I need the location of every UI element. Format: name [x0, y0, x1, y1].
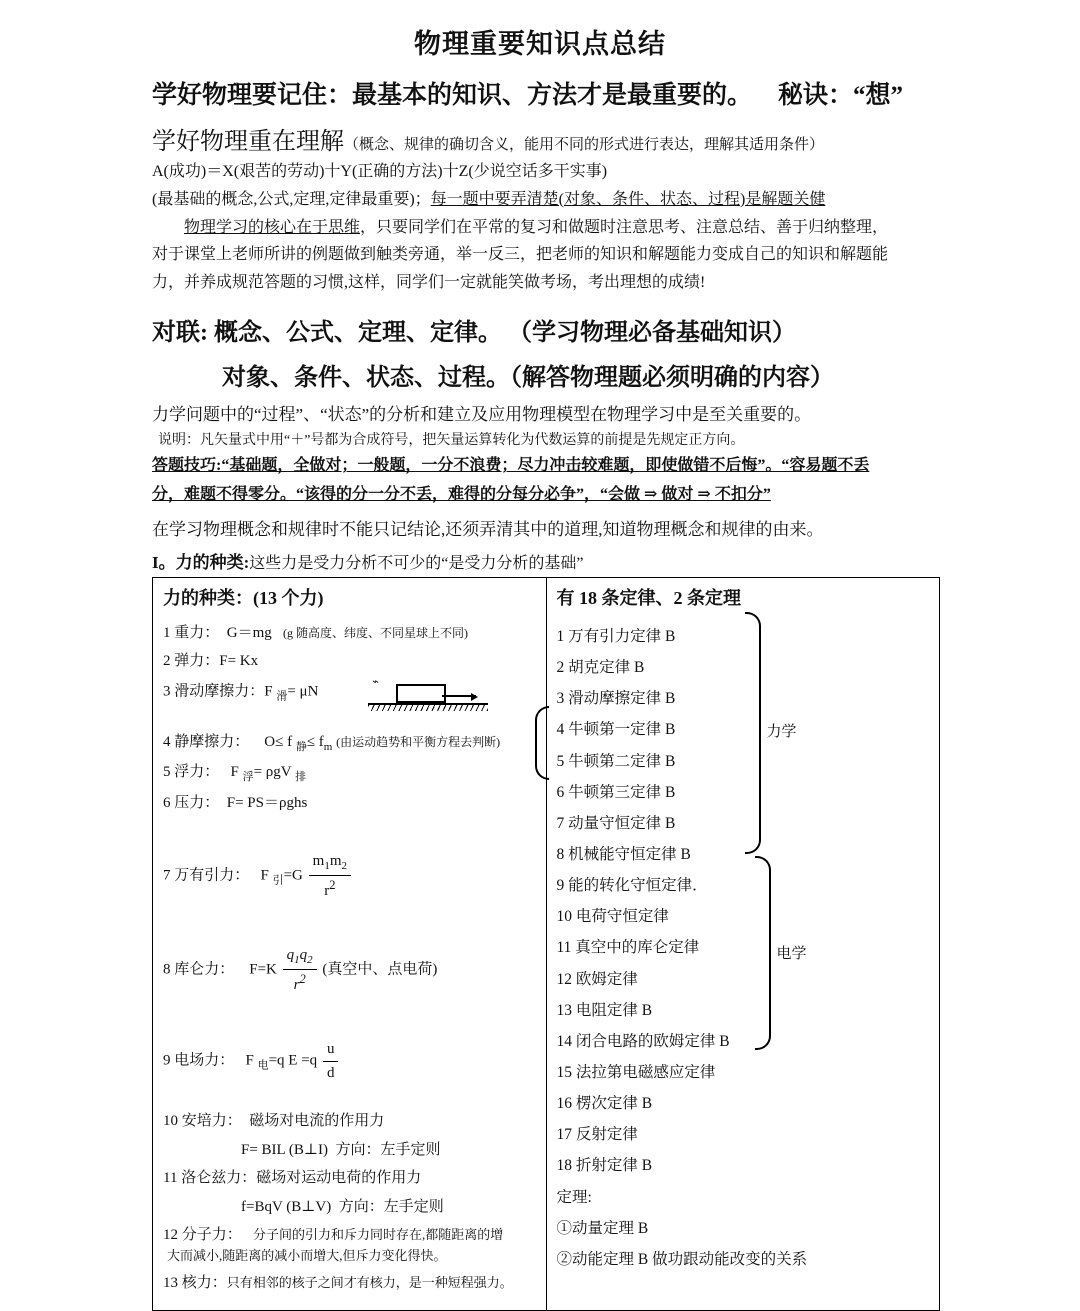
core-underline: 物理学习的核心在于思维 — [184, 218, 361, 236]
law-item-8: 8 机械能守恒定律 B — [556, 845, 691, 863]
force-item-4: 4 静摩擦力： O≤ f $_静\le f_m$ (由运动趋势和平衡方程去判断) — [163, 733, 501, 753]
law-item-13: 13 电阻定律 B — [556, 1001, 653, 1019]
left-connector-brace — [535, 706, 549, 780]
force-item-7: 7 万有引力： F $_引$=G $\frac{m_1m_2}{r^2}$ — [163, 850, 536, 902]
core-rest: ，只要同学们在平常的复习和做题时注意思考、注意总结、善于归纳整理， — [360, 218, 889, 236]
electricity-brace-label: 电学 — [776, 945, 807, 962]
answer-tip-line1: 答题技巧:“基础题，全做对；一般题，一分不浪费；尽力冲击较难题，即使做错不后悔”。“容易题不丢 — [152, 456, 870, 474]
forces-header: 力的种类：(13 个力) — [163, 587, 324, 608]
mechanics-process-line: 力学问题中的“过程”、“状态”的分析和建立及应用物理模型在物理学习中是至关重要的。 — [152, 404, 812, 424]
law-item-7: 7 动量守恒定律 B — [556, 814, 676, 832]
headline-study-physics — [152, 75, 940, 111]
laws-header: 有 18 条定律、2 条定理 — [556, 587, 741, 608]
force-item-11: 11 洛仑兹力：磁场对运动电荷的作用力 — [163, 1170, 422, 1187]
force-item-1: 1 重力： G＝mg (g 随高度、纬度、不同星球上不同) — [163, 624, 469, 641]
document-page — [0, 22, 1080, 1299]
couplet-line-1: 对联: 概念、公式、定理、定律。 （学习物理必备基础知识） — [152, 319, 796, 346]
force-item-3: 3 滑动摩擦力：F $_滑$= μN ⌁ — [163, 679, 536, 705]
mechanics-brace — [745, 612, 761, 854]
force-item-11-note: f=BqV (B⊥V) 方向：左手定则 — [241, 1198, 444, 1215]
core-paragraph-line2: 对于课堂上老师所讲的例题做到触类旁通，举一反三，把老师的知识和解题能力变成自己的知识和解题能 — [152, 246, 889, 264]
law-item-15: 15 法拉第电磁感应定律 — [556, 1063, 716, 1081]
law-item-12: 12 欧姆定律 — [556, 970, 638, 988]
law-item-6: 6 牛顿第三定律 B — [556, 783, 676, 801]
force-item-12: 12 分子力： 分子间的引力和斥力同时存在,都随距离的增 大而减小,随距离的减小而增大,但斥力变化得快。 — [163, 1224, 536, 1265]
law-item-10: 10 电荷守恒定律 — [556, 908, 669, 926]
basics-line-a: (最基础的概念,公式,定理,定律最重要)； — [152, 190, 431, 208]
electricity-brace — [755, 856, 771, 1050]
mechanics-brace-label: 力学 — [766, 723, 797, 740]
law-item-2: 2 胡克定律 B — [556, 659, 645, 677]
law-item-17: 17 反射定律 — [556, 1126, 638, 1144]
law-item-18: 18 折射定律 B — [556, 1157, 653, 1175]
force-item-8: 8 库仑力： F=K $\frac{q_1q_2}{r^2}$ (真空中、点电荷) — [163, 944, 536, 996]
page-title: 物理重要知识点总结 — [414, 29, 666, 59]
section-i-lead: I。力的种类: — [152, 552, 250, 572]
headline-understanding-note: （概念、规律的确切含义，能用不同的形式进行表达，理解其适用条件） — [344, 137, 825, 153]
law-item-4: 4 牛顿第一定律 B — [556, 721, 676, 739]
section-i-rest: 这些力是受力分析不可少的“是受力分析的基础” — [249, 554, 584, 572]
friction-diagram: ⌁ — [368, 679, 488, 705]
law-item-9: 9 能的转化守恒定律． — [556, 877, 708, 895]
headline-understanding — [152, 121, 940, 156]
theorem-item-2: ②动能定理 B 做功跟动能改变的关系 — [556, 1250, 808, 1268]
basics-line — [152, 188, 940, 213]
force-item-12-note: 大而减小,随距离的减小而增大,但斥力变化得快。 — [167, 1247, 447, 1263]
vector-note: 说明：凡矢量式中用“＋”号都为合成符号，把矢量运算转化为代数运算的前提是先规定正方向。 — [158, 432, 745, 448]
laws-cell — [546, 577, 940, 1310]
law-item-1: 1 万有引力定律 B — [556, 627, 676, 645]
force-item-10-note: F= BIL (B⊥I) 方向：左手定则 — [241, 1141, 441, 1158]
force-item-13: 13 核力：只有相邻的核子之间才有核力，是一种短程强力。 — [163, 1274, 513, 1291]
force-item-2: 2 弹力：F= Kx — [163, 653, 259, 670]
theorem-header: 定理: — [556, 1188, 592, 1206]
headline-part-a: 学好物理要记住：最基本的知识、方法才是最重要的。 — [152, 82, 753, 109]
document-body — [0, 75, 1080, 1311]
coulomb-fraction: $\frac{q_1q_2}{r^2}$ — [283, 944, 317, 996]
law-item-14: 14 闭合电路的欧姆定律 B — [556, 1032, 730, 1050]
core-paragraph-line1 — [152, 216, 940, 241]
law-item-16: 16 楞次定律 B — [556, 1095, 653, 1113]
electric-field-fraction: $\frac{u}{d}$ — [323, 1038, 339, 1084]
table-row — [153, 577, 940, 1310]
basics-line-b: 每一题中要弄清楚(对象、条件、状态、过程)是解题关健 — [430, 190, 826, 208]
understand-line: 在学习物理概念和规律时不能只记结论,还须弄清其中的道理,知道物理概念和规律的由来。 — [152, 519, 824, 539]
force-item-6: 6 压力： F= PS＝ρghs — [163, 794, 308, 811]
success-formula: A(成功)＝X(艰苦的劳动)十Y(正确的方法)十Z(少说空话多干实事) — [152, 163, 608, 180]
law-item-5: 5 牛顿第二定律 B — [556, 752, 676, 770]
law-item-11: 11 真空中的库仑定律 — [556, 939, 700, 957]
gravitation-fraction: $\frac{m_1m_2}{r^2}$ — [309, 850, 351, 902]
answer-tip-line2: 分，难题不得零分。“该得的分一分不丢，难得的分每分必争”，“会做 ⇒ 做对 ⇒ 不扣分” — [152, 485, 771, 503]
section-i-heading — [152, 548, 940, 573]
core-paragraph-line3: 力，并养成规范答题的习惯,这样，同学们一定就能笑做考场，考出理想的成绩! — [152, 274, 706, 292]
theorem-item-1: ①动量定理 B — [556, 1219, 649, 1237]
forces-cell — [153, 577, 547, 1310]
headline-part-b: 秘诀：“想” — [778, 82, 904, 109]
headline-understanding-main: 学好物理重在理解 — [152, 129, 344, 155]
force-item-10: 10 安培力： 磁场对电流的作用力 — [163, 1113, 385, 1130]
knowledge-table — [152, 577, 940, 1311]
law-item-3: 3 滑动摩擦定律 B — [556, 690, 676, 708]
force-item-9: 9 电场力： F $_电$=q E =q $\frac{u}{d}$ — [163, 1038, 536, 1084]
couplet-line-2: 对象、条件、状态、过程。（解答物理题必须明确的内容） — [222, 364, 834, 391]
force-item-5: 5 浮力： F $_浮$= ρgV $_排$ — [163, 764, 307, 784]
